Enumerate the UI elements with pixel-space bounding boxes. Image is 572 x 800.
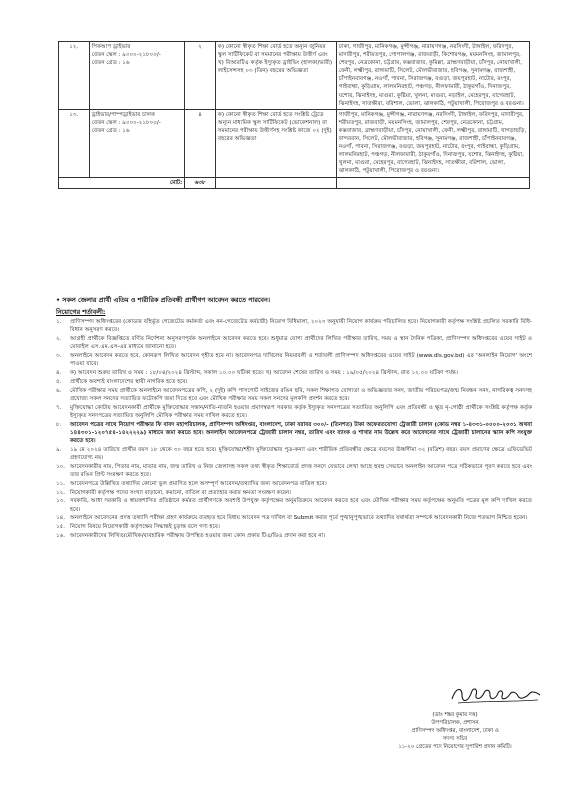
condition-text: নিয়োগ বিষয়ে নিয়োগকারী কর্তৃপক্ষের সিদ্ধান্তই চূড়ান্ত বলে গণ্য হবে। xyxy=(70,524,220,531)
post-cell xyxy=(89,42,185,110)
list-item xyxy=(56,514,532,522)
table-row xyxy=(59,42,530,110)
total-row xyxy=(59,177,530,188)
list-item xyxy=(56,480,532,488)
list-item xyxy=(56,532,532,540)
list-item xyxy=(56,523,532,531)
conditions-title: নিয়োগের শর্তাবলী: xyxy=(56,308,106,316)
post-name: পিকআপ ড্রাইভার xyxy=(91,44,131,50)
signer-role: সদস্য সচিব xyxy=(442,736,468,742)
total-label: মোট: xyxy=(59,177,185,188)
conditions-list xyxy=(56,318,532,541)
condition-text: আবেদন পত্রের সাথে নিয়োগ পরীক্ষার ফি বাবদ মহাপরিচালক, প্রাণিসম্পদ অধিদপ্তর, বাংলাদেশ, ঢাকা বরাবর ৩০০/- (তিনশত) টাকা অফেরতযোগ্য ট্রেজারী চালান (কোড নম্বর ১-৪৩৩১-০০০০-২০৩১ অথবা ১৪৪৩০১-১২০৭৫৪-১৪২২২২৯) মাধ্যমে জমা করতে হবে। অনলাইন আবেদনপত্রে ট্রেজারী চালান নম্বর, তারিখ এবং ব্যাংক ও শাখার নাম উল্লেখ করে আবেদনের সাথে ট্রেজারী চালানের স্ক্যান কপি সংযুক্ত করতে হবে। xyxy=(70,421,532,444)
condition-number: ৪. xyxy=(56,370,62,376)
condition-number: ৮. xyxy=(56,421,62,428)
pay-grade: বেতন গ্রেড : ১৬ xyxy=(91,60,130,67)
post-count: ২ xyxy=(185,42,216,110)
condition-text: আবেদনকারীদের লিখিত/মৌখিক/ব্যবহারিক পরীক্ষায় উপস্থিত হওয়ার জন্য কোন প্রকার টিএ/ডিএ প্রদান করা হবে না। xyxy=(70,532,326,539)
condition-text: প্রার্থীকে অবশ্যই বাংলাদেশের স্থায়ী নাগরিক হতে হবে। xyxy=(70,378,188,385)
condition-number: ৫. xyxy=(56,378,62,385)
condition-number: ১১. xyxy=(56,480,66,487)
condition-text: আগ্রহী প্রার্থীকে বিজ্ঞপ্তিতে বর্ণিত নির্দেশনা অনুসরণপূর্বক অনলাইনে আবেদন করতে হবে। শুধুমাত্র যোগ্য প্রার্থীদের লিখিত পরীক্ষার তারিখ, সময় ও স্থান দৈনিক পত্রিকা, প্রাণিসম্পদ অধিদপ্তরের ওয়েব সাইট ও মোবাইল এস.এম.এস-এর মাধ্যমে জানানো হবে। xyxy=(70,336,532,351)
eligibility-note: • সকল জেলার প্রার্থী এতিম ও শারীরিক প্রতিবন্ধী প্রার্থীগণ আবেদন করতে পারবেন। xyxy=(56,296,271,304)
condition-number: ৩. xyxy=(56,353,62,359)
condition-number: ২. xyxy=(56,336,62,342)
signer-designation: উপপরিচালক, প্রশাসন xyxy=(431,720,479,726)
qualification-cell: ক) কোনো স্বীকৃত শিক্ষা বোর্ড হতে সংশ্লিষ্ট ট্রেডে অন্যূন মাধ্যমিক স্কুল সার্টিফিকেট (ভোকেশনাল) বা সমমানের পরীক্ষায় উত্তীর্ণসহ সংশ্লিষ্ট কাজে ০২ (দুই) বছরের অভিজ্ঞতা xyxy=(215,109,336,177)
list-item xyxy=(56,421,532,446)
condition-number: ১০. xyxy=(56,463,66,470)
serial-cell: ১৩. xyxy=(59,109,90,177)
list-item xyxy=(56,404,532,420)
condition-number: ১৬. xyxy=(56,532,66,539)
condition-text: সরকারি, আধা সরকারি ও স্বায়ত্তশাসিত প্রতিষ্ঠানে কর্মরত প্রার্থীগণকে অবশ্যই উপযুক্ত কর্তৃপক্ষের অনুমতিক্রমে আবেদন করতে হবে এবং মৌখিক পরীক্ষার সময় কর্তৃপক্ষের অনুমতি পত্রের মূল কপি দাখিল করতে হবে। xyxy=(70,498,532,513)
condition-text: অনলাইনে আবেদন করতে হবে, কোনরূপ লিখিত আবেদন গৃহীত হবে না। আবেদনপত্র দাখিলের নিয়মাবলী ও শর্তাবলী প্রাণিসম্পদ অধিদপ্তরের ওয়েব সাইট (www.dls.gov.bd) এর 'অনলাইন নিয়োগ' অংশে পাওয়া যাবে। xyxy=(70,353,532,368)
condition-number: ১৩. xyxy=(56,498,66,505)
condition-text: অনলাইনে আবেদনের প্রদত্ত তথ্যাদি পরীক্ষা গ্রহণ কার্যক্রমে ব্যবহৃত হবে বিধায় আবেদন পত্র দাখিল বা Submit করার পূর্বে পুঙ্খানুপুঙ্খভাবে তথ্যাদির যথার্থতা সম্পর্কে আবেদনকারী নিজে শতভাগ নিশ্চিত হবেন। xyxy=(70,515,528,522)
condition-text: মুক্তিযোদ্ধা কোটায় আবেদনকারী প্রার্থীকে মুক্তিযোদ্ধার সন্তান/নাতি-নাতনি হওয়ার প্রমাণস্বরূপ সরকার কর্তৃক ইস্যুকৃত সনদপত্রের সত্যায়িত অনুলিপি এবং প্রতিবন্ধী ও ক্ষুদ্র নৃ-গোষ্ঠী প্রার্থীকে সংশ্লিষ্ট কর্তৃপক্ষ কর্তৃক ইস্যুকৃত সনদপত্রের সত্যায়িত অনুলিপি মৌখিক পরীক্ষার সময় দাখিল করতে হবে। xyxy=(70,404,532,419)
condition-number: ৭. xyxy=(56,404,62,411)
post-name: ড্রাইভার/পাম্পড্রাইভার চালক xyxy=(91,111,155,118)
list-item xyxy=(56,489,532,497)
condition-text: আবেদনপত্রে উল্লিখিত তথ্যাদির কোনো ভুল প্রমাণিত হলে অসম্পূর্ণ আবেদন/তথ্যাদির জন্য আবেদনপত্র বাতিল হবে। xyxy=(70,480,327,487)
condition-text: নিয়োগকারী কর্তৃপক্ষ পদের সংখ্যা বাড়ানো, কমানো, বাতিল বা প্রত্যাহার করার ক্ষমতা সংরক্ষণ করেন। xyxy=(70,489,292,496)
pay-scale: বেতন স্কেল : ৯০০০-২১৮০০/- xyxy=(91,119,161,126)
districts-cell: ঢাকা, গাজীপুর, মানিকগঞ্জ, মুন্সীগঞ্জ, নারায়ণগঞ্জ, নরসিংদী, টাঙ্গাইল, ফরিদপুর, মাদারীপুর, শরীয়তপুর, গোপালগঞ্জ, রাজবাড়ী, কিশোরগঞ্জ, ময়মনসিংহ, জামালপুর, শেরপুর, নেত্রকোনা, চট্টগ্রাম, কক্সবাজার, কুমিল্লা, ব্রাহ্মণবাড়ীয়া, চাঁদপুর, নোয়াখালী, ফেনী, লক্ষ্মীপুর, রাঙ্গামাটি, সিলেট, মৌলভীবাজার, হবিগঞ্জ, সুনামগঞ্জ, রাজশাহী, চাঁপাইনবাবগঞ্জ, নওগাঁ, পাবনা, সিরাজগঞ্জ, বগুড়া, জয়পুরহাট, নাটোর, রংপুর, গাইবান্ধা, কুড়িগ্রাম, লালমনিরহাট, পঞ্চগড়, নীলফামারী, ঠাকুরগাঁও, দিনাজপুর, যশোর, ঝিনাইদহ, মাগুরা, কুষ্টিয়া, খুলনা, মাগুরা, নড়াইল, মেহেরপুর, বাগেরহাট, ঝিনাইদহ, সাতক্ষীরা, বরিশাল, ভোলা, ঝালকাঠি, পটুয়াখালী, পিরোজপুর ও বরগুনা। xyxy=(336,42,529,110)
condition-text: আবেদনকারীর নাম, পিতার নাম, মাতার নাম, জন্ম তারিখ ও নিজ জেলাসহ সকল তথ্য স্বীকৃত শিক্ষাবোর্ড প্রদত্ত সনদে যেভাবে লেখা আছে হুবহু সেভাবে অনলাইন আবেদন পত্রে সঠিকভাবে পূরণ করতে হবে এবং তার রঙিন প্রিন্ট সংরক্ষণ করতে হবে। xyxy=(70,463,532,478)
empty-cell xyxy=(215,177,336,188)
signature-block xyxy=(380,711,530,751)
list-item xyxy=(56,369,532,377)
condition-number: ৬. xyxy=(56,387,62,394)
list-item xyxy=(56,387,532,403)
list-item xyxy=(56,463,532,479)
condition-text: ১৯ মে ২০২৪ তারিখে প্রার্থীর বয়স ১৮ থেকে ৩০ বছর হতে হবে। মুক্তিযোদ্ধা/শহীদ মুক্তিযোদ্ধার পুত্র-কন্যা এবং শারীরিক প্রতিবন্ধীর ক্ষেত্রে বয়সের ঊর্ধ্বসীমা ৩২ (বত্রিশ) বছর। বয়স প্রমাণের ক্ষেত্রে এফিডেভিট গ্রহণযোগ্য নয়। xyxy=(70,446,532,461)
districts-cell: গাজীপুর, মানিকগঞ্জ, মুন্সীগঞ্জ, নারায়ণগঞ্জ, নরসিংদী, টাঙ্গাইল, ফরিদপুর, মাদারীপুর, শরীয়তপুর, রাজবাড়ী, ময়মনসিংহ, জামালপুর, শেরপুর, নেত্রকোনা, চট্টগ্রাম, কক্সবাজার, ব্রাহ্মণবাড়ীয়া, চাঁদপুর, নোয়াখালী, ফেনী, লক্ষ্মীপুর, রাঙ্গামাটি, খাগড়াছড়ি, বান্দরবান, সিলেট, মৌলভীবাজার, হবিগঞ্জ, সুনামগঞ্জ, রাজশাহী, চাঁপাইনবাবগঞ্জ, নওগাঁ, পাবনা, সিরাজগঞ্জ, বগুড়া, জয়পুরহাট, নাটোর, রংপুর, গাইবান্ধা, কুড়িগ্রাম, লালমনিরহাট, পঞ্চগড়, নীলফামারী, ঠাকুরগাঁও, দিনাজপুর, যশোর, ঝিনাইদহ, কুষ্টিয়া, খুলনা, মাগুরা, মেহেরপুর, বাগেরহাট, ঝিনাইদহ, সাতক্ষীরা, বরিশাল, ভোলা, ঝালকাঠি, পটুয়াখালী, পিরোজপুর ও বরগুনা। xyxy=(336,109,529,177)
post-count: ৪ xyxy=(185,109,216,177)
list-item xyxy=(56,335,532,351)
empty-cell xyxy=(336,177,529,188)
list-item xyxy=(56,318,532,334)
handwritten-signature xyxy=(448,683,544,707)
signer-name: (ডাঃ শঙ্কর কুমার দত্ত) xyxy=(432,712,478,718)
condition-text: মৌখিক পরীক্ষার সময় প্রার্থীকে অনলাইনে আবেদনপত্রের কপি, ২ (দুই) কপি পাসপোর্ট সাইজের রঙিন ছবি, সকল শিক্ষাগত যোগ্যতা ও অভিজ্ঞতার সনদ, জাতীয় পরিচয়পত্র/জন্ম নিবন্ধন সনদ, নাগরিকত্ব সনদসহ প্রযোজ্য সকল সনদের সত্যায়িত ফটোকপি জমা দিতে হবে এবং মৌখিক পরীক্ষার সময় সকল সনদের মূলকপি প্রদর্শন করতে হবে। xyxy=(70,387,532,402)
pay-grade: বেতন গ্রেড : ১৬ xyxy=(91,127,130,134)
condition-number: ১৪. xyxy=(56,515,66,522)
serial-cell: ১২. xyxy=(59,42,90,110)
list-item xyxy=(56,352,532,368)
list-item xyxy=(56,378,532,386)
condition-number: ১. xyxy=(56,319,62,325)
condition-number: ১৫. xyxy=(56,524,66,531)
condition-text: ক) আবেদন শুরুর তারিখ ও সময় : ১৮/০৪/২০২৪ খ্রিস্টাব্দ, সকাল ১০.০০ ঘটিকা হতে। খ) আবেদন শেষের তারিখ ও সময় : ১৯/০৫/২০২৪ খ্রিস্টাব্দ, রাত ১২.০০ ঘটিকা পর্যন্ত। xyxy=(70,370,458,376)
list-item xyxy=(56,497,532,513)
condition-number: ৯. xyxy=(56,446,62,453)
posts-table xyxy=(58,41,530,189)
signer-committee: ১১-২০ গ্রেডের পদে নিয়োগের সুপারিশ প্রদান কমিটি। xyxy=(398,744,512,750)
pay-scale: বেতন স্কেল : ৯০০০-২১৮০০/- xyxy=(91,52,161,59)
list-item xyxy=(56,446,532,462)
qualification-cell: ক) কোনো স্বীকৃত শিক্ষা বোর্ড হতে অন্যূন জুনিয়র স্কুল সার্টিফিকেট বা সমমানের পরীক্ষায় উত্তীর্ণ এবং খ) বিআরটিএ কর্তৃক ইস্যুকৃত ড্রাইভিং (হালকা/ভারী) লাইসেন্সসহ ০৩ (তিন) বছরের অভিজ্ঞতা xyxy=(215,42,336,110)
total-value: ৬৩৮ xyxy=(185,177,216,188)
signer-office: প্রাণিসম্পদ অধিদপ্তর, বাংলাদেশ, ঢাকা ও xyxy=(411,728,499,734)
condition-number: ১২. xyxy=(56,489,66,496)
condition-text: প্রাণিসম্পদ অধিদপ্তরের (কোডার বহির্ভূত গেজেটেড কর্মকর্তা এবং নন-গেজেটেড কর্মচারী) নিয়োগ বিধিমালা, ২০২৩ অনুযায়ী নিয়োগ কার্যক্রম পরিচালিত হবে। নিয়োগকারী কর্তৃপক্ষ সংশ্লিষ্ট প্রচলিত সরকারি বিধি-বিধান অনুসরণ করবে। xyxy=(70,319,532,334)
table-row xyxy=(59,109,530,177)
post-cell xyxy=(89,109,185,177)
